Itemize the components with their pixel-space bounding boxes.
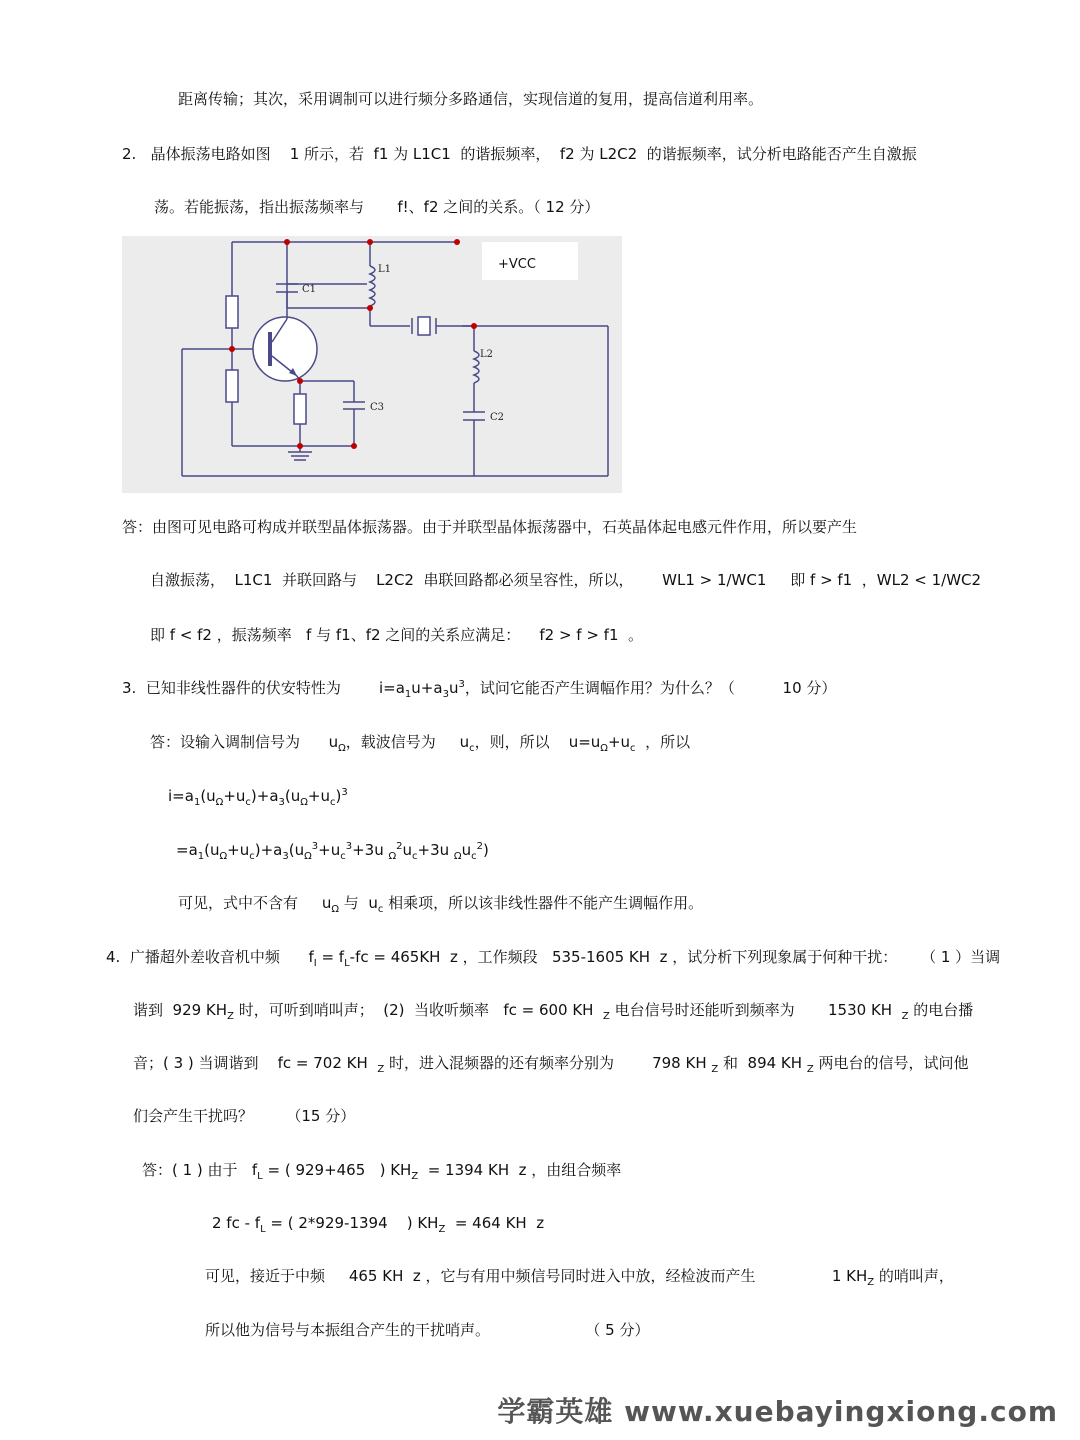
intro-line: 距离传输；其次，采用调制可以进行频分多路通信，实现信道的复用，提高信道利用率。 [178,90,764,108]
c2-label: C2 [490,412,505,423]
answer-3-line: 答：设输入调制信号为 $u_\Omega$，载波信号为 $u_c$，则，所以 $u=u_\Omega+u_c$ ，所以 [150,733,691,754]
circuit-figure [122,236,622,493]
answer-4-line-3: 可见，接近于中频 465 KH z ，它与有用中频信号同时进入中放，经检波而产生 1 $KH_Z$ 的哨叫声， [205,1267,954,1288]
answer-2-line-1: 答：由图可见电路可构成并联型晶体振荡器。由于并联型晶体振荡器中，石英晶体起电感元件作用，所以要产生 [122,518,858,536]
site-watermark: 学霸英雄 www.xuebayingxiong.com [497,1395,1058,1428]
vcc-label: +VCC [498,257,536,272]
question-4-line-2: 谐到 929 $KH_Z$ 时，可听到哨叫声； (2) 当收听频率 fc = 600 KH $_Z$ 电台信号时还能听到频率为 1530 KH $_Z$ 的电台播 [133,1001,974,1022]
l1-label: L1 [378,264,392,275]
question-2-line-2: 荡。若能振荡，指出振荡频率与 f!、f2 之间的关系。（ 12 分） [154,198,600,216]
answer-4-line-1: 答：( 1 ) 由于 $f_L$ = ( 929+465 ) $KH_Z = 1394$ KH z ，由组合频率 [142,1161,622,1182]
c3-label: C3 [370,402,385,413]
question-2-line-1: 2. 晶体振荡电路如图 1 所示，若 f1 为 L1C1 的谐振频率， f2 为 L2C2 的谐振频率，试分析电路能否产生自激振 [122,145,917,163]
circuit-diagram [122,236,622,493]
answer-4-line-4: 所以他为信号与本振组合产生的干扰哨声。 （ 5 分） [205,1321,650,1339]
answer-2-line-3: 即 f < f2 ，振荡频率 f 与 f1、f2 之间的关系应满足： f2 > f > f1 。 [150,626,644,644]
answer-2-line-2: 自激振荡， L1C1 并联回路与 L2C2 串联回路都必须呈容性，所以， WL1 > 1/WC1 即 f > f1 ，WL2 < 1/WC2 [150,571,982,589]
equation-2: $=a_1(u_\Omega+u_c)+a_3(u_\Omega^3+u_c^3+3u$ $_\Omega^2u_c+3u$ $_\Omega u_c^2$) [176,841,489,862]
question-4-line-3: 音；( 3 ) 当调谐到 fc = 702 KH $_Z$ 时，进入混频器的还有频率分别为 798 KH $_Z$ 和 894 KH $_Z$ 两电台的信号，试问他 [133,1054,969,1075]
question-4-line-1: 4. 广播超外差收音机中频 $f_I = f_L-fc = 465KH$ z ，工作频段 535-1605 KH z ，试分析下列现象属于何种干扰： （ 1 ）当调 [106,948,1001,969]
answer-4-line-2: 2 fc - $f_L$ = ( 2*929-1394 ) $KH_Z = 464$ KH z [212,1214,545,1235]
c1-label: C1 [302,284,317,295]
question-4-line-4: 们会产生干扰吗？ （15 分） [133,1107,356,1125]
question-3-line: 3. 已知非线性器件的伏安特性为 $i=a_1u+a_3u^3$，试问它能否产生调幅作用？为什么？（ 10 分） [122,679,837,700]
equation-1: $i=a_1(u_\Omega+u_c)+a_3(u_\Omega+u_c)^3$ [168,787,348,808]
conclusion-3: 可见，式中不含有 $u_\Omega$ 与 $u_c$ 相乘项，所以该非线性器件不能产生调幅作用。 [178,894,704,915]
l2-label: L2 [480,349,494,360]
